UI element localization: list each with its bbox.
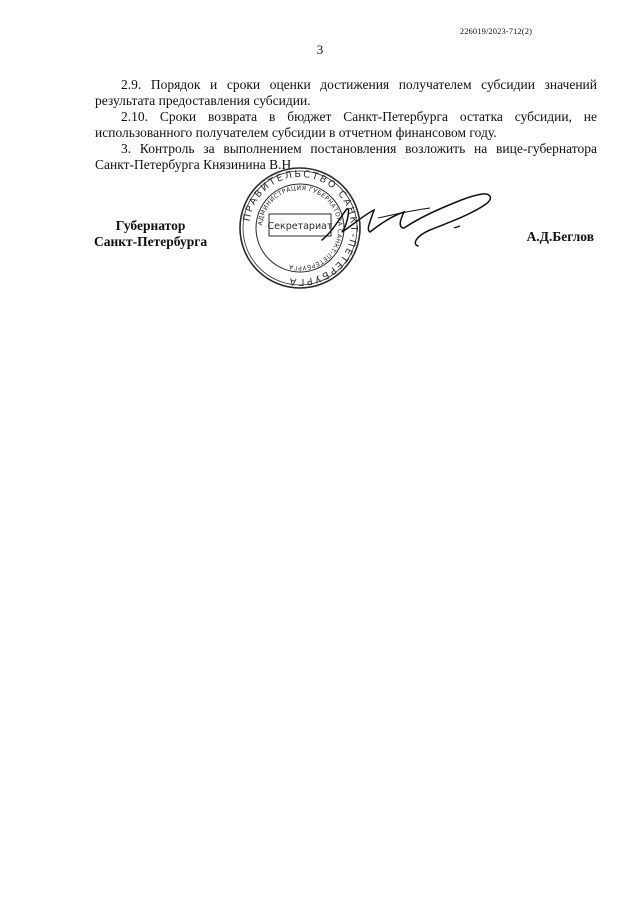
signatory-name: А.Д.Беглов <box>526 229 594 244</box>
signature-dash <box>454 226 460 228</box>
signatory-position-line1: Губернатор <box>115 218 186 233</box>
seal-outer-text: ПРАВИТЕЛЬСТВО САНКТ-ПЕТЕРБУРГА <box>241 168 360 288</box>
page-number: 3 <box>316 42 324 57</box>
signatory-position-line2: Санкт-Петербурга <box>94 234 208 249</box>
document-body <box>95 77 597 173</box>
paragraph-2-9: 2.9. Порядок и сроки оценки достижения получателем субсидии значений результата предоставления субсидии. <box>95 77 597 108</box>
paragraph-3: 3. Контроль за выполнением постановления возложить на вице-губернатора Санкт-Петербурга Князинина В.Н. <box>95 141 597 172</box>
paragraph-2-10: 2.10. Сроки возврата в бюджет Санкт-Петербурга остатка субсидии, не использованного получателем субсидии в отчетном финансовом году. <box>95 109 597 140</box>
document-code: 226019/2023-712(2) <box>459 26 532 36</box>
seal-inner-text: АДМИНИСТРАЦИЯ ГУБЕРНАТОРА САНКТ-ПЕТЕРБУРГА <box>257 184 344 272</box>
handwritten-signature <box>318 188 502 258</box>
seal-center-text: Секретариат <box>267 221 333 232</box>
signatory-position <box>94 218 207 250</box>
signature-stroke <box>322 194 490 246</box>
